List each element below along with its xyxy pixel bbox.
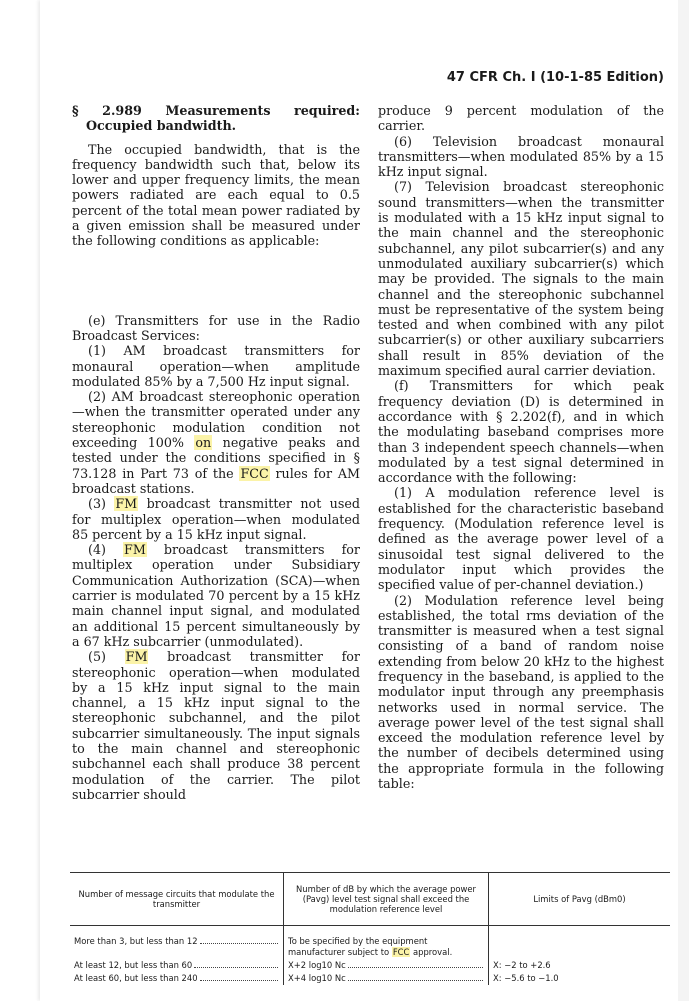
table-cell: To be specified by the equipment manufacturer subject to FCC approval. <box>284 935 489 959</box>
paragraph-e3: (3) FM broadcast transmitter not used for multiplex operation—when modulated 85 percent by a 15 kHz input signal. <box>72 496 360 542</box>
paragraph-e2: (2) AM broadcast stereophonic operation—when the transmitter operated under any stereophonic modulation condition not exceeding 100% on negative peaks and tested under the conditions specified in § 73.128 in Part 73 of the FCC rules for AM broadcast stations. <box>72 389 360 496</box>
table-cell: X: −5.6 to −1.0 <box>493 973 559 983</box>
table-cell: X+2 log10 Nc <box>288 960 346 970</box>
highlight-fm: FM <box>115 496 138 512</box>
table-cell: At least 60, but less than 240 <box>74 973 198 983</box>
modulation-table <box>70 872 670 985</box>
table-header-circuits: Number of message circuits that modulate the transmitter <box>70 873 284 926</box>
document-page <box>40 0 678 1001</box>
highlight-fm: FM <box>125 649 148 665</box>
highlight-fcc: FCC <box>240 465 269 481</box>
right-column <box>378 103 664 791</box>
intro-paragraph: The occupied bandwidth, that is the frequency bandwidth such that, below its lower and upper frequency limits, the mean powers radiated are each equal to 0.5 percent of the total mean power radiated by a given emission shall be measured under the following conditions as applicable: <box>72 141 360 249</box>
left-column <box>72 103 360 802</box>
paragraph-e5: (5) FM broadcast transmitter for stereophonic operation—when modulated by a 15 kHz input signal to the main channel, a 15 kHz input signal to the stereophonic subchannel, and the pilot subcarrier simultaneously. The input signals to the main channel and stereophonic subchannel each shall produce 38 percent modulation of the carrier. The pilot subcarrier should <box>72 649 360 802</box>
table-cell: At least 12, but less than 60 <box>74 960 193 970</box>
running-head: 47 CFR Ch. I (10-1-85 Edition) <box>446 70 664 85</box>
paragraph-f: (f) Transmitters for which peak frequency deviation (D) is determined in accordance with § 2.202(f), and in which the modulating baseband comprises more than 3 independent speech channels—when modulated by a test signal determined in accordance with the following: <box>378 378 664 486</box>
table-cell: More than 3, but less than 12 <box>74 936 198 946</box>
paragraph-f1: (1) A modulation reference level is established for the characteristic baseband frequency. (Modulation reference level is defined as the average power level of a sinusoidal test signal delivered to the modulator input which provides the specified value of per-channel deviation.) <box>378 485 664 593</box>
paragraph-e1: (1) AM broadcast transmitters for monaural operation—when amplitude modulated 85% by a 7,500 Hz input signal. <box>72 343 360 389</box>
table-header-limits: Limits of Pavg (dBm0) <box>489 873 671 926</box>
paragraph-e6: (6) Television broadcast monaural transmitters—when modulated 85% by a 15 kHz input signal. <box>378 133 664 180</box>
highlight-on: on <box>195 435 212 451</box>
table-row <box>70 972 670 985</box>
table-cell: X+4 log10 Nc <box>288 973 346 983</box>
paragraph-f2: (2) Modulation reference level being established, the total rms deviation of the transmitter is measured when a test signal consisting of a band of random noise extending from below 20 kHz to the highest frequency in the baseband, is applied to the modulator input through any preemphasis networks used in normal service. The average power level of the test signal shall exceed the modulation reference level by the number of decibels determined using the appropriate formula in the following table: <box>378 592 664 792</box>
highlight-fm: FM <box>124 542 146 558</box>
section-heading: § 2.989 Measurements required: Occupied bandwidth. <box>72 103 360 134</box>
paragraph-e4: (4) FM broadcast transmitters for multiplex operation under Subsidiary Communication Authorization (SCA)—when carrier is modulated 70 percent by a 15 kHz main channel input signal, and modulated an additional 15 percent simultaneously by a 67 kHz subcarrier (unmodulated). <box>72 542 360 649</box>
paragraph-e7: (7) Television broadcast stereophonic sound transmitters—when the transmitter is modulated with a 15 kHz input signal to the main channel and the stereophonic subchannel, any pilot subcarrier(s) and any unmodulated auxiliary subcarrier(s) which may be provided. The signals to the main channel and the stereophonic subchannel must be representative of the system being tested and when combined with any pilot subcarrier(s) or other auxiliary subcarriers shall result in 85% deviation of the maximum specified aural carrier deviation. <box>378 179 664 379</box>
continuation-text: produce 9 percent modulation of the carrier. <box>378 103 664 134</box>
table-cell: X: −2 to +2.6 <box>493 960 551 970</box>
table-row <box>70 935 670 959</box>
table-header-db: Number of dB by which the average power (Pavg) level test signal shall exceed the modulation reference level <box>284 873 489 926</box>
paragraph-e: (e) Transmitters for use in the Radio Broadcast Services: <box>72 312 360 343</box>
scan-edge <box>678 0 689 1001</box>
highlight-fcc: FCC <box>392 947 410 957</box>
table-row <box>70 959 670 972</box>
